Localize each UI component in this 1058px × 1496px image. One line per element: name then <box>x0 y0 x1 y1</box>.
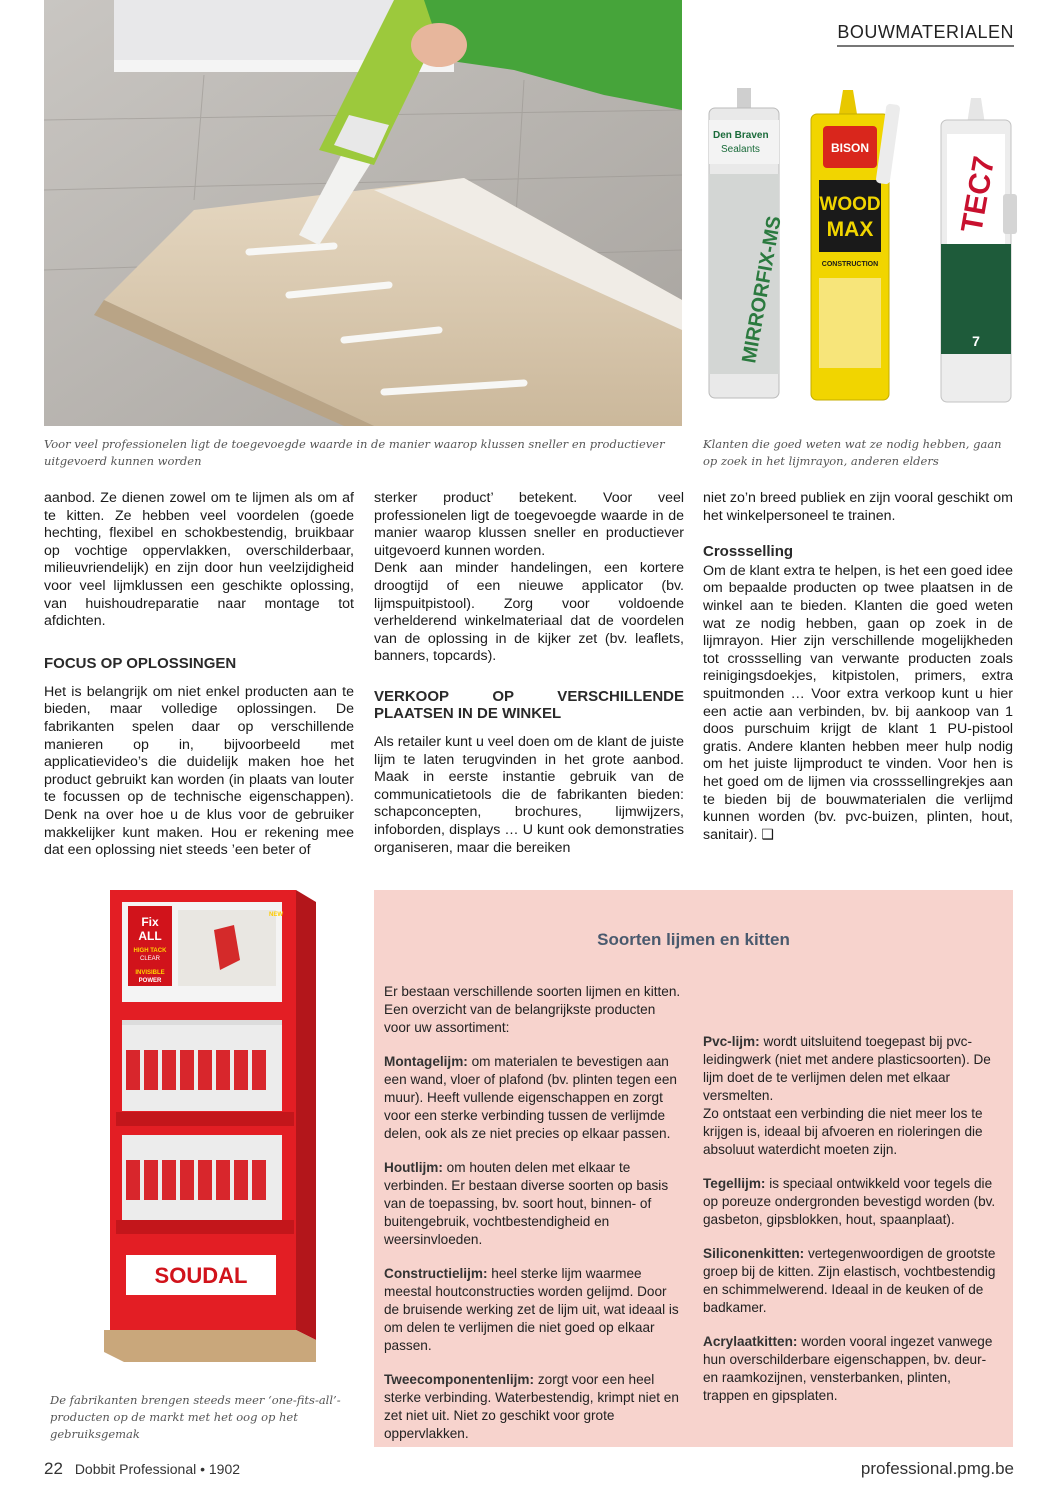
tube2-name1: WOOD <box>819 194 881 215</box>
definition: worden vooral ingezet vanwege hun overschilderbare eigenschappen, bv. deur- en raamkozijnen, vensterbanken, plinten, trappen en gipsplaten. <box>703 1334 993 1403</box>
entry-tegellijm <box>703 1175 1000 1229</box>
footer-url[interactable]: professional.pmg.be <box>860 1459 1014 1478</box>
caulk-gun-photo <box>44 0 682 426</box>
entry-siliconenkitten <box>703 1245 1000 1317</box>
col3-heading: Crossselling <box>703 543 794 561</box>
tube3-num: 7 <box>972 333 980 349</box>
term: Houtlijm: <box>384 1160 443 1175</box>
tube-bison <box>811 90 900 400</box>
entry-tweecomponentenlijm <box>384 1371 681 1443</box>
definition: zorgt voor een heel sterke verbinding. Waterbestendig, krimpt niet en zet niet uit. Niet zo geschikt voor grote oppervlakken. <box>384 1372 679 1441</box>
term: Constructielijm: <box>384 1266 488 1281</box>
definition: heel sterke lijm waarmee meestal houtconstructies worden gelijmd. Door de bruisende werking zet de lijm uit, wat ideaal is om delen te verlijmen die niet goed op elkaar passen. <box>384 1266 679 1353</box>
term: Tweecomponentenlijm: <box>384 1372 535 1387</box>
info-box-column-2 <box>703 983 1000 1421</box>
poster-brand-1: Fix <box>141 915 159 929</box>
end-mark-icon: ❑ <box>761 826 775 843</box>
products-photo <box>703 84 1035 426</box>
col2-paragraph-1: sterker product’ betekent. Voor veel professionelen ligt de toegevoegde waarde in de manier waarop klussen sneller en productiever uitgevoerd kunnen worden. <box>374 490 684 559</box>
column-1 <box>44 490 354 860</box>
entry-constructielijm <box>384 1265 681 1355</box>
poster-brand-2: ALL <box>138 929 162 943</box>
entry-montagelijm <box>384 1053 681 1143</box>
col2-heading: VERKOOP OP VERSCHILLENDE PLAATSEN IN DE WINKEL <box>374 687 684 722</box>
display-stand-image <box>44 890 354 1380</box>
term: Pvc-lijm: <box>703 1034 760 1049</box>
display-stand-photo <box>44 890 354 1380</box>
tube-tec7 <box>941 98 1017 402</box>
tube2-sub: CONSTRUCTION <box>821 261 879 268</box>
col2-paragraph-3: Als retailer kunt u veel doen om de klant de juiste lijm te laten terugvinden in het grote aanbod. Maak in eerste instantie gebruik van de communicatietools die de fabrikanten bieden: schapconcepten, brochures, lijmwijzers, infoborden, displays … U kunt ook demonstraties organiseren, maar die bereiken <box>374 733 684 856</box>
term: Tegellijm: <box>703 1176 766 1191</box>
definition: wordt uitsluitend toegepast bij pvc-leidingwerk (niet met andere plasticsoorten). De lijm doet de te verlijmen delen met elkaar versmelten. <box>703 1034 991 1103</box>
section-tag: BOUWMATERIALEN <box>837 22 1014 47</box>
definition: is speciaal ontwikkeld voor tegels die op poreuze ondergronden bevestigd worden (bv. gasbeton, gipsblokken, hout, spaanplaat). <box>703 1176 996 1227</box>
publication-name: Dobbit Professional • 1902 <box>74 1461 241 1477</box>
tube1-name: MIRRORFIX-MS <box>738 214 786 365</box>
col1-paragraph-1: aanbod. Ze dienen zowel om te lijmen als om af te kitten. Ze hebben veel voordelen (goede hechting, flexibel en schokbestendig, bruikbaar op vochtige oppervlakken, overschilderbaar, milieuvriendelijk) en zijn door hun veelzijdigheid voor veel lijmklussen een geschikte oplossing, van huishoudreparatie naar montage tot afdichten. <box>44 490 354 630</box>
col1-paragraph-2: Het is belangrijk om niet enkel producten aan te bieden, maar volledige oplossingen. De fabrikanten spelen daar op verschillende manieren op in, bijvoorbeeld met applicatievideo’s die duidelijk maken hoe het product gebruikt kan worden (in plaats van louter te focussen op de technische eigenschappen). Denk na over hoe u de klus voor de gebruiker makkelijker kunt maken. Hou er rekening mee dat een oplossing niet steeds ’een beter of <box>44 683 354 859</box>
tube-den-braven <box>709 88 786 398</box>
term: Acrylaatkitten: <box>703 1334 798 1349</box>
definition: om houten delen met elkaar te verbinden. Er bestaan diverse soorten op basis van de toepassing, bv. soort hout, binnen- of buitengebruik, vochtbestendigheid en weersinvloeden. <box>384 1160 669 1247</box>
sealant-tubes-image <box>703 84 1035 426</box>
poster-line-3: INVISIBLE <box>135 970 165 976</box>
poster-line-2: CLEAR <box>139 956 161 962</box>
spacer <box>703 983 1000 1017</box>
entry-acrylaatkitten <box>703 1333 1000 1405</box>
info-box-title: Soorten lijmen en kitten <box>597 930 790 949</box>
col2-paragraph-2: Denk aan minder handelingen, een kortere droogtijd of een nieuwe applicator (bv. lijmspuitpistool). Zorg voor voldoende verhelderend winkelmateriaal dat de voordelen van de oplossing in de kijker zet (bv. leaflets, banners, topcards). <box>374 560 684 665</box>
pvc-extra: Zo ontstaat een verbinding die niet meer los te krijgen is, ideaal bij afvoeren en rioleringen die absoluut waterdicht moeten zijn. <box>703 1106 983 1157</box>
tube1-sub: Sealants <box>721 144 760 155</box>
definition: vertegenwoordigen de grootste groep bij de kitten. Zijn elastisch, vochtbestendig en schimmelwerend. Ideaal in de keuken of de badkamer. <box>703 1246 996 1315</box>
main-photo <box>44 0 682 426</box>
display-photo-caption: De fabrikanten brengen steeds meer ‘one-fits-all’-producten op de markt met het oog op het gebruiksgemak <box>50 1393 341 1441</box>
info-box-column-1 <box>384 983 681 1459</box>
tube2-brand: BISON <box>830 141 870 155</box>
col1-heading: FOCUS OP OPLOSSINGEN <box>44 654 237 672</box>
intro: Er bestaan verschillende soorten lijmen en kitten. Een overzicht van de belangrijkste producten voor uw assortiment: <box>384 984 681 1035</box>
entry-houtlijm <box>384 1159 681 1249</box>
products-photo-caption: Klanten die goed weten wat ze nodig hebben, gaan op zoek in het lijmrayon, anderen elders <box>703 437 1002 468</box>
col3-paragraph-2: Om de klant extra te helpen, is het een goed idee om bepaalde producten op twee plaatsen in de winkel aan te bieden. Klanten die goed weten wat ze nodig hebben, gaan op zoek in de lijmrayon. Hier zijn verschillende mogelijkheden tot crossselling van verwante producten zoals reinigingsdoekjes, kitpistolen, primers, extra spuitmonden … Voor extra verkoop kunt u hier een actie aan verbinden, bv. bij aankoop van 1 doos purschuim krijgt de klant 1 PU-pistool gratis. Andere klanten hebben meer hulp nodig om het juiste lijmproduct te vinden. Voor hen is het goed om de lijmen via crosssellingrekjes aan te bieden bij de bouwmaterialen die verlijmd kunnen worden (bv. pvc-buizen, plinten, hout, sanitair). <box>703 562 1013 843</box>
column-3 <box>703 490 1013 844</box>
soudal-logo: SOUDAL <box>154 1263 248 1288</box>
poster-badge: NEW <box>269 912 283 918</box>
main-photo-caption: Voor veel professionelen ligt de toegevoegde waarde in de manier waarop klussen sneller en productiever uitgevoerd kunnen worden <box>44 437 665 468</box>
term: Siliconenkitten: <box>703 1246 805 1261</box>
entry-pvc-lijm <box>703 1033 1000 1105</box>
col3-paragraph-1: niet zo’n breed publiek en zijn vooral geschikt om het winkelpersoneel te trainen. <box>703 490 1013 524</box>
page-number: 22 <box>44 1459 63 1478</box>
info-box <box>374 890 1013 1447</box>
definition: om materialen te bevestigen aan een wand, vloer of plafond (bv. plinten tegen een muur). Heeft vullende eigenschappen en zorgt voor een sterke verbinding tussen de verlijmde delen, ook als ze niet precies op elkaar passen. <box>384 1054 677 1141</box>
tube3-brand: TEC7 <box>955 153 1002 236</box>
tube1-brand: Den Braven <box>713 130 769 141</box>
poster-line-1: HIGH TACK <box>133 948 167 954</box>
term: Montagelijm: <box>384 1054 468 1069</box>
column-2 <box>374 490 684 857</box>
tube2-name2: MAX <box>826 218 874 241</box>
poster-line-4: POWER <box>138 978 162 984</box>
footer-left <box>44 1459 240 1479</box>
